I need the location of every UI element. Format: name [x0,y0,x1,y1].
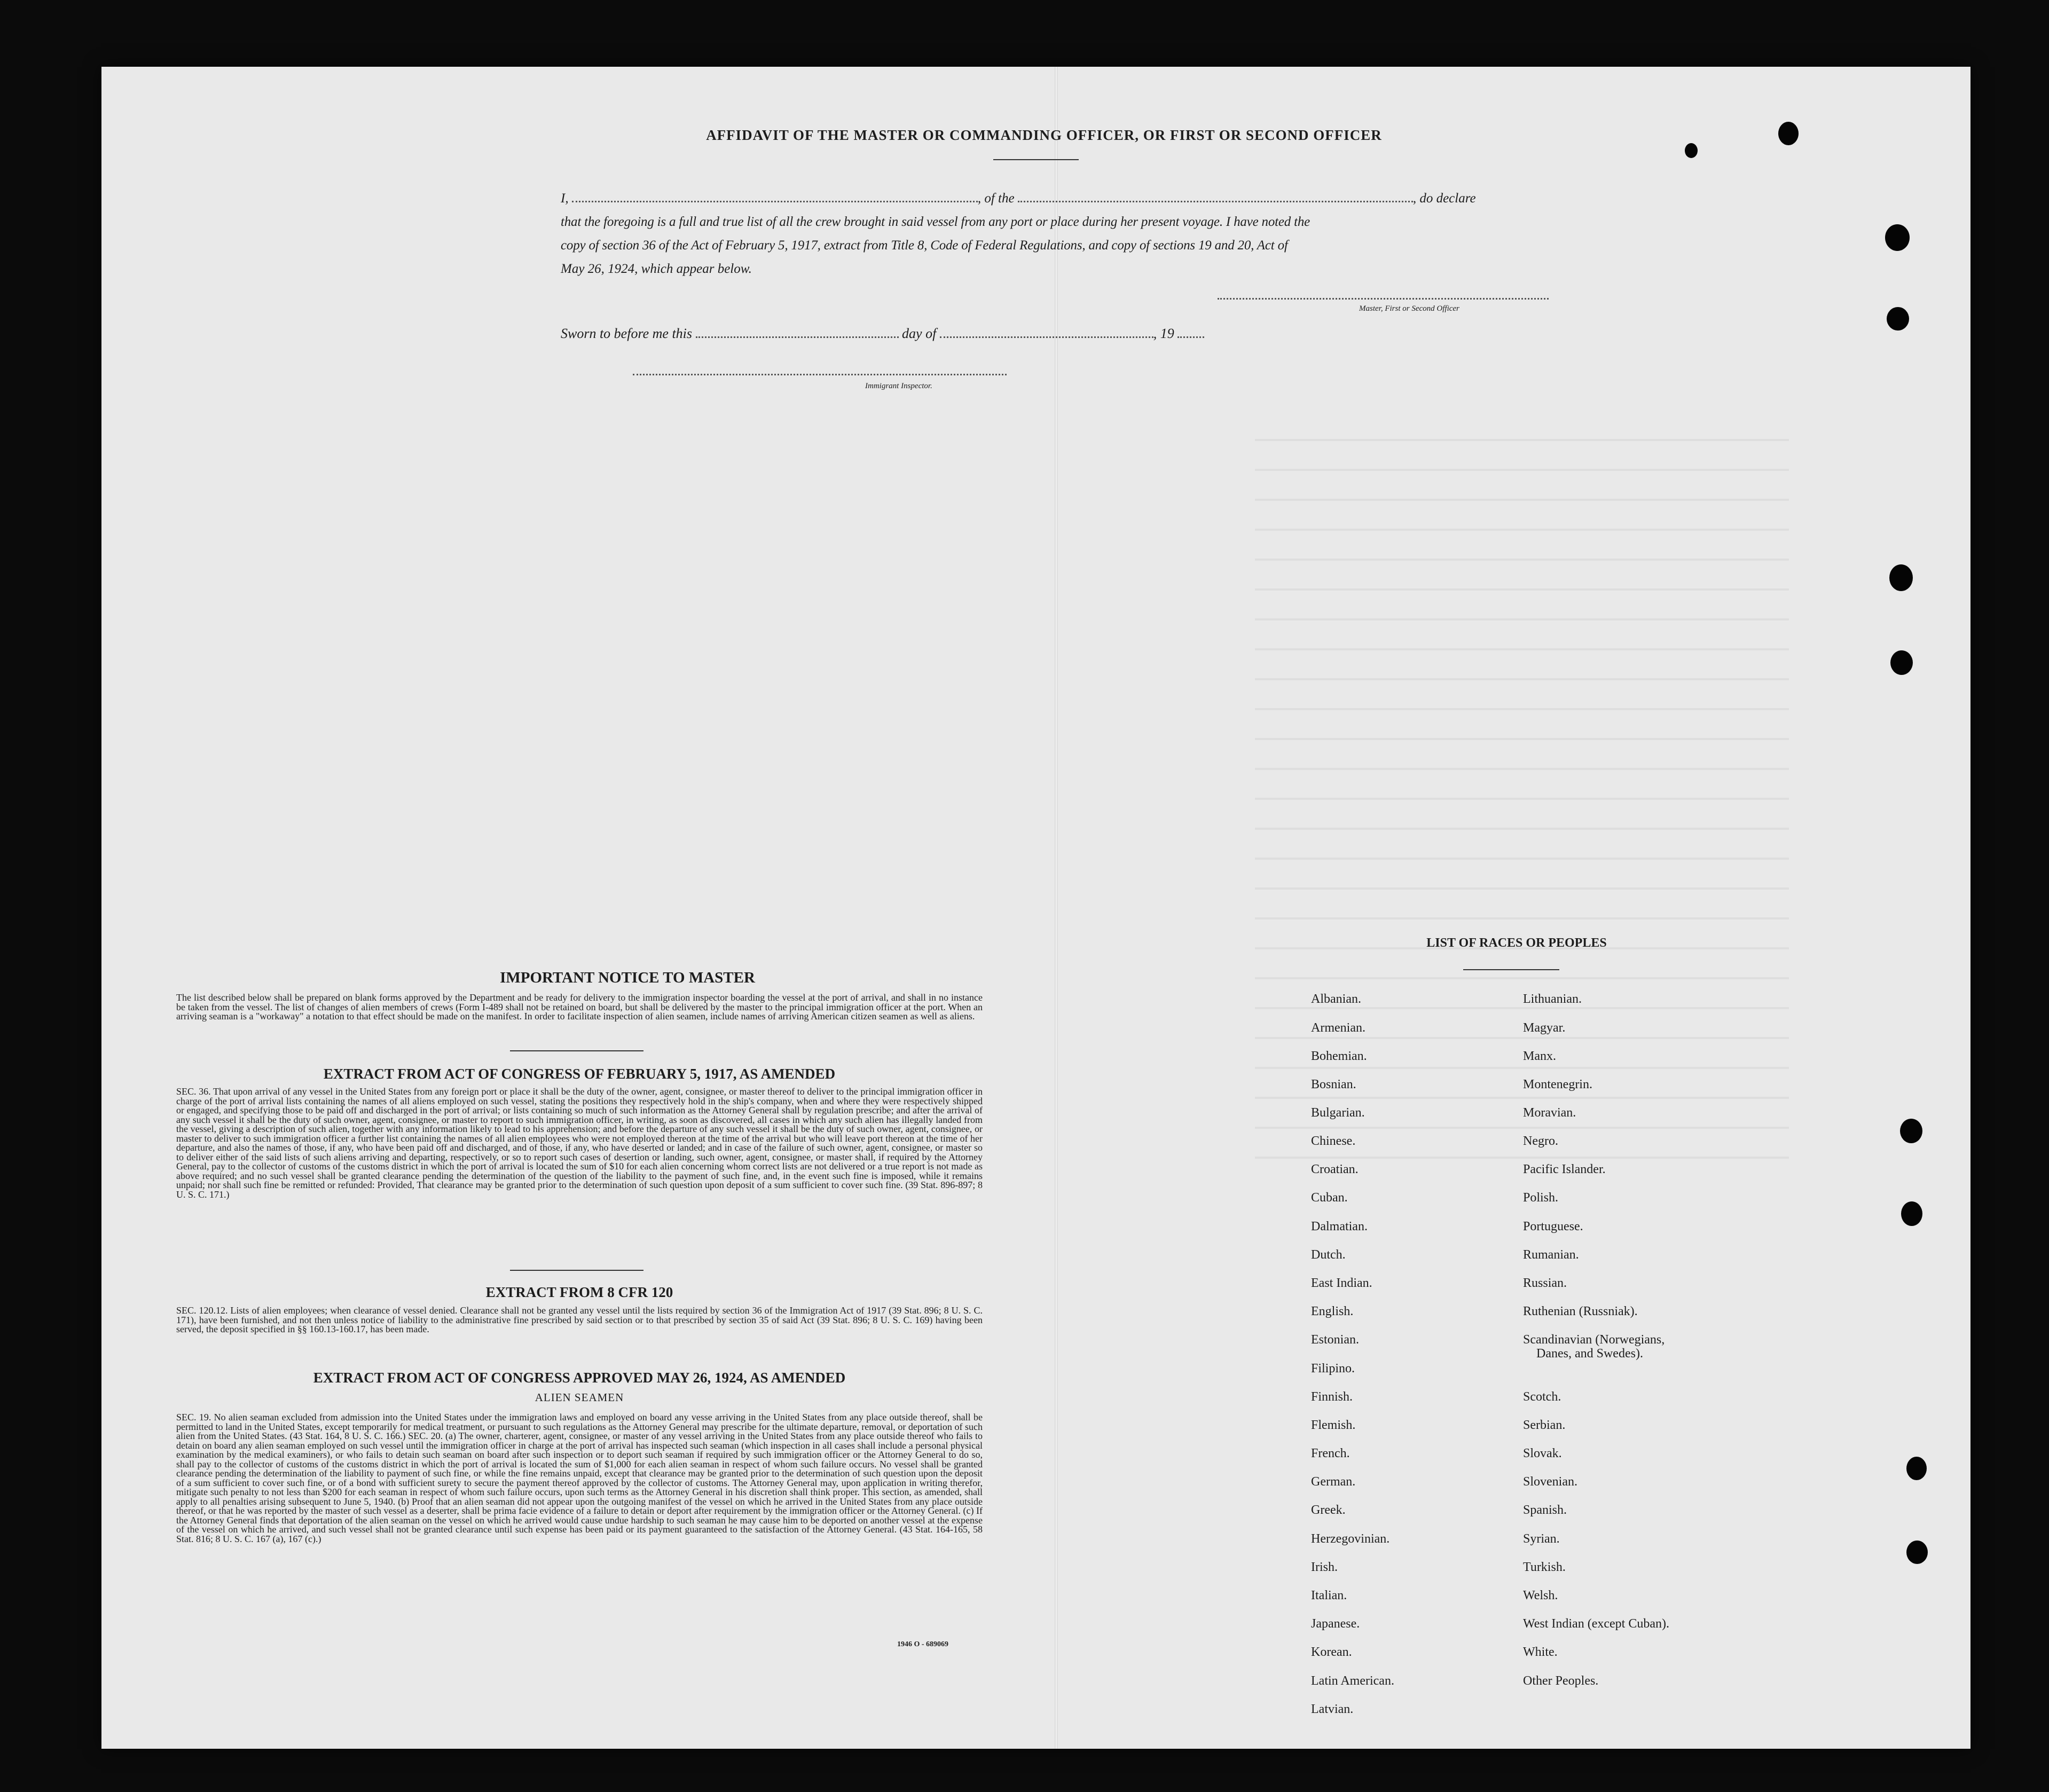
extract3-subtitle: ALIEN SEAMEN [535,1391,624,1404]
inspector-signature-label: Immigrant Inspector. [865,382,932,390]
race-item: Bulgarian. [1311,1106,1365,1120]
sworn-year-prefix: , 19 [1153,326,1174,341]
race-item: West Indian (except Cuban). [1523,1617,1669,1631]
print-imprint: 1946 O - 689069 [897,1640,949,1648]
sworn-day-blank[interactable] [696,328,899,338]
race-item: German. [1311,1475,1356,1489]
extract1-text: SEC. 36. That upon arrival of any vessel in the United States from any foreign port or place it shall be the duty of the owner, agent, consignee, or master thereof to deliver to the principal immigration officer in charge of the port of arrival lists containing the names of all aliens employed on such vessel, stating the positions they respectively hold in the ship's company, when and where they were respectively shipped or engaged, and specifying those to be paid off and discharged in the port of arrival; or lists containing so much of such information as the Attorney General shall by regulation prescribe; and after the arrival of any such vessel it shall be the duty of such owner, agent, consignee, or master to report to such immigration officer, in writing, as soon as discovered, all cases in which any such alien has illegally landed from the vessel, giving a description of such alien, together with any information likely to lead to his apprehension; and before the departure of any such vessel it shall be the duty of such owner, agent, consignee, or master to deliver to such immigration officer a further list containing the names of all alien employees who were not employed thereon at the time of the arrival but who will leave port thereon at the time of her departure, and also the names of those, if any, who have been paid off and discharged, and of those, if any, who have deserted or landed; and in case of the failure of such owner, agent, consignee, or master so to deliver either of the said lists of such aliens arriving and departing, respectively, or so to report such cases of desertion or landing, such owner, agent, consignee, or master shall, if required by the Attorney General, pay to the collector of customs of the customs district in which the port of arrival is located the sum of $10 for each alien concerning whom correct lists are not delivered or a true report is not made as above required; and no such vessel shall be granted clearance pending the determination of the question of the liability to the payment of such fine, and, in the event such fine is imposed, while it remains unpaid; nor shall such fine be remitted or refunded: Provided, That clearance may be granted prior to the determination of such question upon deposit of a sum sufficient to cover such fine. (39 Stat. 896-897; 8 U. S. C. 171.) [176,1086,983,1200]
ink-mark [1778,122,1799,145]
sworn-day-of: day of [902,326,937,341]
page-fold [1055,67,1058,1749]
race-item: Portuguese. [1523,1220,1583,1233]
affidavit-heading-rule [993,159,1079,160]
race-item: Negro. [1523,1134,1558,1148]
extract2-text: SEC. 120.12. Lists of alien employees; when clearance of vessel denied. Clearance shall not be granted any vessel until the lists required by section 36 of the Immigration Act of 1917 (39 Stat. 896; 8 U. S. C. 171), have been furnished, and not then unless notice of liability to the administrative fine prescribed by said section or to that prescribed by section 35 of said Act (39 Stat. 896; 8 U. S. C. 169) having been served, the deposit specified in §§ 160.13-160.17, has been made. [176,1305,983,1334]
affidavit-heading: AFFIDAVIT OF THE MASTER OR COMMANDING OFFICER, OR FIRST OR SECOND OFFICER [706,127,1382,143]
punch-hole [1906,1541,1928,1564]
race-item: Danes, and Swedes). [1536,1347,1643,1361]
punch-hole [1901,1201,1922,1226]
race-item: Magyar. [1523,1021,1566,1035]
extract3-title: EXTRACT FROM ACT OF CONGRESS APPROVED MAY 26, 1924, AS AMENDED [313,1370,846,1386]
inspector-signature-line[interactable] [633,374,1007,375]
master-signature-line[interactable] [1218,298,1549,300]
race-item: Cuban. [1311,1191,1348,1205]
race-item: Albanian. [1311,992,1361,1006]
master-signature-label: Master, First or Second Officer [1359,304,1459,313]
sworn-month-blank[interactable] [940,328,1153,338]
race-item: Greek. [1311,1503,1346,1517]
punch-hole [1906,1457,1927,1480]
vessel-blank[interactable] [1018,192,1413,202]
name-blank[interactable] [572,192,978,202]
race-item: Latvian. [1311,1702,1354,1716]
race-item: English. [1311,1304,1354,1318]
race-item: Filipino. [1311,1362,1355,1376]
race-item: Manx. [1523,1049,1556,1063]
race-item: Korean. [1311,1645,1352,1659]
race-item: Syrian. [1523,1532,1560,1546]
declaration-text [561,187,1554,281]
punch-hole [1900,1119,1922,1143]
declaration-line-2: that the foregoing is a full and true list of all the crew brought in said vessel from any port or place during her present voyage. I have noted the [561,215,1310,229]
race-item: Bohemian. [1311,1049,1367,1063]
race-item: Estonian. [1311,1333,1359,1347]
race-item: Montenegrin. [1523,1078,1592,1091]
extract1-rule [510,1270,643,1271]
declaration-line-3: copy of section 36 of the Act of February 5, 1917, extract from Title 8, Code of Federal Regulations, and copy of sections 19 and 20, Act of [561,238,1288,253]
declaration-do-declare: , do declare [1412,191,1476,206]
extract2-title: EXTRACT FROM 8 CFR 120 [485,1284,673,1300]
race-item: Irish. [1311,1560,1338,1574]
punch-hole [1889,564,1913,591]
sworn-text: Sworn to before me this [561,326,693,341]
sworn-line [561,326,1204,342]
race-item: Other Peoples. [1523,1674,1599,1688]
race-item: Scotch. [1523,1390,1561,1404]
race-item: Serbian. [1523,1418,1566,1432]
race-item: East Indian. [1311,1276,1372,1290]
race-item: Latin American. [1311,1674,1394,1688]
race-item: Dalmatian. [1311,1220,1368,1233]
race-item: Flemish. [1311,1418,1356,1432]
race-item: Russian. [1523,1276,1567,1290]
race-item: Welsh. [1523,1589,1558,1602]
race-item: Moravian. [1523,1106,1576,1120]
race-item: Slovak. [1523,1447,1562,1460]
race-item: Armenian. [1311,1021,1365,1035]
race-item: Japanese. [1311,1617,1360,1631]
race-item: Rumanian. [1523,1248,1579,1262]
race-item: Turkish. [1523,1560,1566,1574]
race-item: Spanish. [1523,1503,1567,1517]
sworn-year-blank[interactable] [1177,328,1204,338]
punch-hole [1885,224,1910,251]
race-item: Finnish. [1311,1390,1353,1404]
notice-title: IMPORTANT NOTICE TO MASTER [500,969,755,986]
notice-text: The list described below shall be prepared on blank forms approved by the Department and be ready for delivery to the immigration inspector boarding the vessel at the port of arrival, and shall in no instance be taken from the vessel. The list of changes of alien members of crews (Form I-489 shall not be retained on board, but shall be delivered by the master to the principal immigration officer at the port. When an arriving seaman is a "workaway" a notation to that effect should be made on the manifest. In order to facilitate inspection of alien seamen, include names of arriving American citizen seamen as well as aliens. [176,992,983,1021]
punch-hole [1890,650,1913,675]
race-item: Croatian. [1311,1162,1359,1176]
race-item: Polish. [1523,1191,1559,1205]
race-item: Bosnian. [1311,1078,1356,1091]
race-item: Slovenian. [1523,1475,1577,1489]
race-item: White. [1523,1645,1558,1659]
race-item: Pacific Islander. [1523,1162,1606,1176]
races-title: LIST OF RACES OR PEOPLES [1426,936,1607,950]
race-item: Chinese. [1311,1134,1356,1148]
punch-hole [1887,307,1909,331]
race-item: Scandinavian (Norwegians, [1523,1333,1665,1347]
race-item: Ruthenian (Russniak). [1523,1304,1638,1318]
race-item: French. [1311,1447,1350,1460]
declaration-i: I, [561,191,569,206]
declaration-line-1 [561,187,1554,210]
notice-rule [510,1050,643,1051]
race-item: Dutch. [1311,1248,1346,1262]
declaration-line-4: May 26, 1924, which appear below. [561,262,752,276]
extract3-text: SEC. 19. No alien seaman excluded from admission into the United States under the immigration laws and employed on board any vesse arriving in the United States from any place outside thereof, shall be permitted to land in the United States, except temporarily for medical treatment, or pursuant to such regulations as the Attorney General may prescribe for the ultimate departure, removal, or deportation of such alien from the United States. (43 Stat. 164, 8 U. S. C. 166.) SEC. 20. (a) The owner, charterer, agent, consignee, or master of any vessel arriving in the United States from any place outside thereof who fails to detain on board any alien seaman employed on such vessel until the immigration officer in charge at the port of arrival has inspected such seaman (which inspection in all cases shall include a personal physical examination by the medical examiners), or who fails to detain such seaman on board after such inspection or to deport such seaman if required by such immigration officer or the Attorney General to do so, shall pay to the collector of customs of the customs district in which the port of arrival is located the sum of $1,000 for each alien seaman in respect of whom such failure occurs. No vessel shall be granted clearance pending the determination of the liability to payment of such fine, or while the fine remains unpaid, except that clearance may be granted prior to the determination of such question upon the deposit of a sum sufficient to cover such fine, or of a bond with sufficient surety to secure the payment thereof approved by the collector of customs. The Attorney General may, upon application in writing therefor, mitigate such penalty to not less than $200 for each seaman in respect of whom such failure occurs, upon such terms as the Attorney General in his discretion shall think proper. This section, as amended, shall apply to all penalties arising subsequent to June 5, 1940. (b) Proof that an alien seaman did not appear upon the outgoing manifest of the vessel on which he arrived in the United States from any place outside thereof, or that he was reported by the master of such vessel as a deserter, shall be prima facie evidence of a failure to detain or deport after requirement by the immigration officer or the Attorney General. (c) If the Attorney General finds that deportation of the alien seaman on the vessel on which he arrived would cause undue hardship to such seaman he may cause him to be deported on another vessel at the expense of the vessel on which he arrived, and such vessel shall not be granted clearance until such expense has been paid or its payment guaranteed to the satisfaction of the Attorney General. (43 Stat. 164-165, 58 Stat. 816; 8 U. S. C. 167 (a), 167 (c).) [176,1412,983,1544]
race-item: Herzegovinian. [1311,1532,1390,1546]
declaration-of-the: , of the [977,191,1015,206]
race-item: Italian. [1311,1589,1347,1602]
extract1-title: EXTRACT FROM ACT OF CONGRESS OF FEBRUARY 5, 1917, AS AMENDED [323,1066,836,1082]
race-item: Lithuanian. [1523,992,1582,1006]
races-title-rule [1463,969,1559,970]
ink-mark [1685,143,1698,158]
